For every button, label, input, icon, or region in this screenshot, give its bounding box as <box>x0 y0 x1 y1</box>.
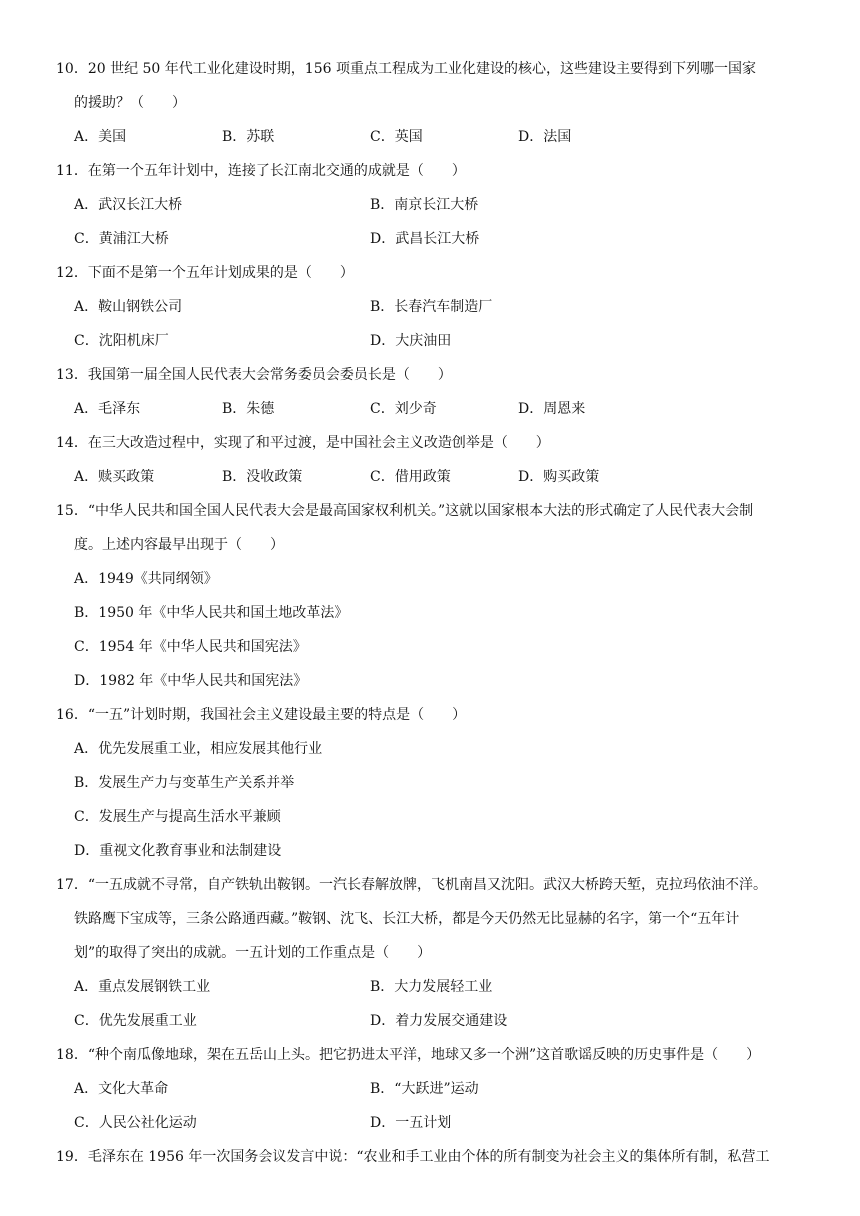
option-d: D．周恩来 <box>518 401 586 417</box>
question-10-line-1: 10．20 世纪 50 年代工业化建设时期，156 项重点工程成为工业化建设的核心，这些建设主要得到下列哪一国家 <box>56 61 756 77</box>
question-10-line-2: 的援助？（ ） <box>74 95 186 111</box>
question-14-options <box>74 467 814 487</box>
option-a: A．美国 <box>74 129 127 145</box>
option-d: D．武昌长江大桥 <box>370 231 480 247</box>
question-12-line-1: 12．下面不是第一个五年计划成果的是（ ） <box>56 265 354 281</box>
option-c: C．沈阳机床厂 <box>74 333 169 349</box>
option-a: A．重点发展钢铁工业 <box>74 979 211 995</box>
question-10-options <box>74 127 814 147</box>
option-d: D．一五计划 <box>370 1115 452 1131</box>
option-d: D．重视文化教育事业和法制建设 <box>74 843 282 859</box>
option-c: C．优先发展重工业 <box>74 1013 197 1029</box>
question-14-line-1: 14．在三大改造过程中，实现了和平过渡，是中国社会主义改造创举是（ ） <box>56 435 550 451</box>
option-d: D．大庆油田 <box>370 333 452 349</box>
option-d: D．1982 年《中华人民共和国宪法》 <box>74 673 308 689</box>
option-c: C．英国 <box>370 129 423 145</box>
question-11-options-row-2 <box>74 229 814 249</box>
option-a: A．赎买政策 <box>74 469 155 485</box>
option-c: C．人民公社化运动 <box>74 1115 197 1131</box>
question-15-line-1: 15．“中华人民共和国全国人民代表大会是最高国家权利机关。”这就以国家根本大法的形式确定了人民代表大会制 <box>56 503 754 519</box>
option-a: A．武汉长江大桥 <box>74 197 183 213</box>
option-c: C．黄浦江大桥 <box>74 231 169 247</box>
option-a: A．1949《共同纲领》 <box>74 571 218 587</box>
option-b: B．1950 年《中华人民共和国土地改革法》 <box>74 605 349 621</box>
option-c: C．1954 年《中华人民共和国宪法》 <box>74 639 307 655</box>
option-b: B．“大跃进”运动 <box>370 1081 479 1097</box>
option-b: B．南京长江大桥 <box>370 197 479 213</box>
option-b: B．大力发展轻工业 <box>370 979 493 995</box>
option-d: D．法国 <box>518 129 572 145</box>
question-12-options-row-1 <box>74 297 814 317</box>
option-d: D．购买政策 <box>518 469 600 485</box>
option-c: C．借用政策 <box>370 469 451 485</box>
question-17-line-2: 铁路鹰下宝成等，三条公路通西藏。”鞍钢、沈飞、长江大桥，都是今天仍然无比显赫的名字，第一个“五年计 <box>74 911 740 927</box>
question-17-options-row-1 <box>74 977 814 997</box>
question-18-options-row-2 <box>74 1113 814 1133</box>
question-18-line-1: 18．“种个南瓜像地球，架在五岳山上头。把它扔进太平洋，地球又多一个洲”这首歌谣反映的历史事件是（ ） <box>56 1047 761 1063</box>
option-a: A．毛泽东 <box>74 401 141 417</box>
option-b: B．朱德 <box>222 401 275 417</box>
question-13-line-1: 13．我国第一届全国人民代表大会常务委员会委员长是（ ） <box>56 367 452 383</box>
option-c: C．发展生产与提高生活水平兼顾 <box>74 809 281 825</box>
question-12-options-row-2 <box>74 331 814 351</box>
question-13-options <box>74 399 814 419</box>
option-a: A．优先发展重工业，相应发展其他行业 <box>74 741 323 757</box>
question-11-line-1: 11．在第一个五年计划中，连接了长江南北交通的成就是（ ） <box>56 163 466 179</box>
question-16-line-1: 16．“一五”计划时期，我国社会主义建设最主要的特点是（ ） <box>56 707 467 723</box>
question-17-line-1: 17．“一五成就不寻常，自产铁轨出鞍钢。一汽长春解放牌，飞机南昌又沈阳。武汉大桥跨天堑，克拉玛依油不洋。 <box>56 877 767 893</box>
question-17-line-3: 划”的取得了突出的成就。一五计划的工作重点是（ ） <box>74 945 432 961</box>
option-b: B．苏联 <box>222 129 275 145</box>
option-c: C．刘少奇 <box>370 401 437 417</box>
question-17-options-row-2 <box>74 1011 814 1031</box>
option-b: B．长春汽车制造厂 <box>370 299 493 315</box>
option-a: A．鞍山钢铁公司 <box>74 299 183 315</box>
question-11-options-row-1 <box>74 195 814 215</box>
option-a: A．文化大革命 <box>74 1081 169 1097</box>
option-d: D．着力发展交通建设 <box>370 1013 508 1029</box>
question-15-line-2: 度。上述内容最早出现于（ ） <box>74 537 284 553</box>
option-b: B．发展生产力与变革生产关系并举 <box>74 775 295 791</box>
question-18-options-row-1 <box>74 1079 814 1099</box>
option-b: B．没收政策 <box>222 469 303 485</box>
question-19-line-1: 19．毛泽东在 1956 年一次国务会议发言中说：“农业和手工业由个体的所有制变为社会主义的集体所有制，私营工 <box>56 1149 770 1165</box>
